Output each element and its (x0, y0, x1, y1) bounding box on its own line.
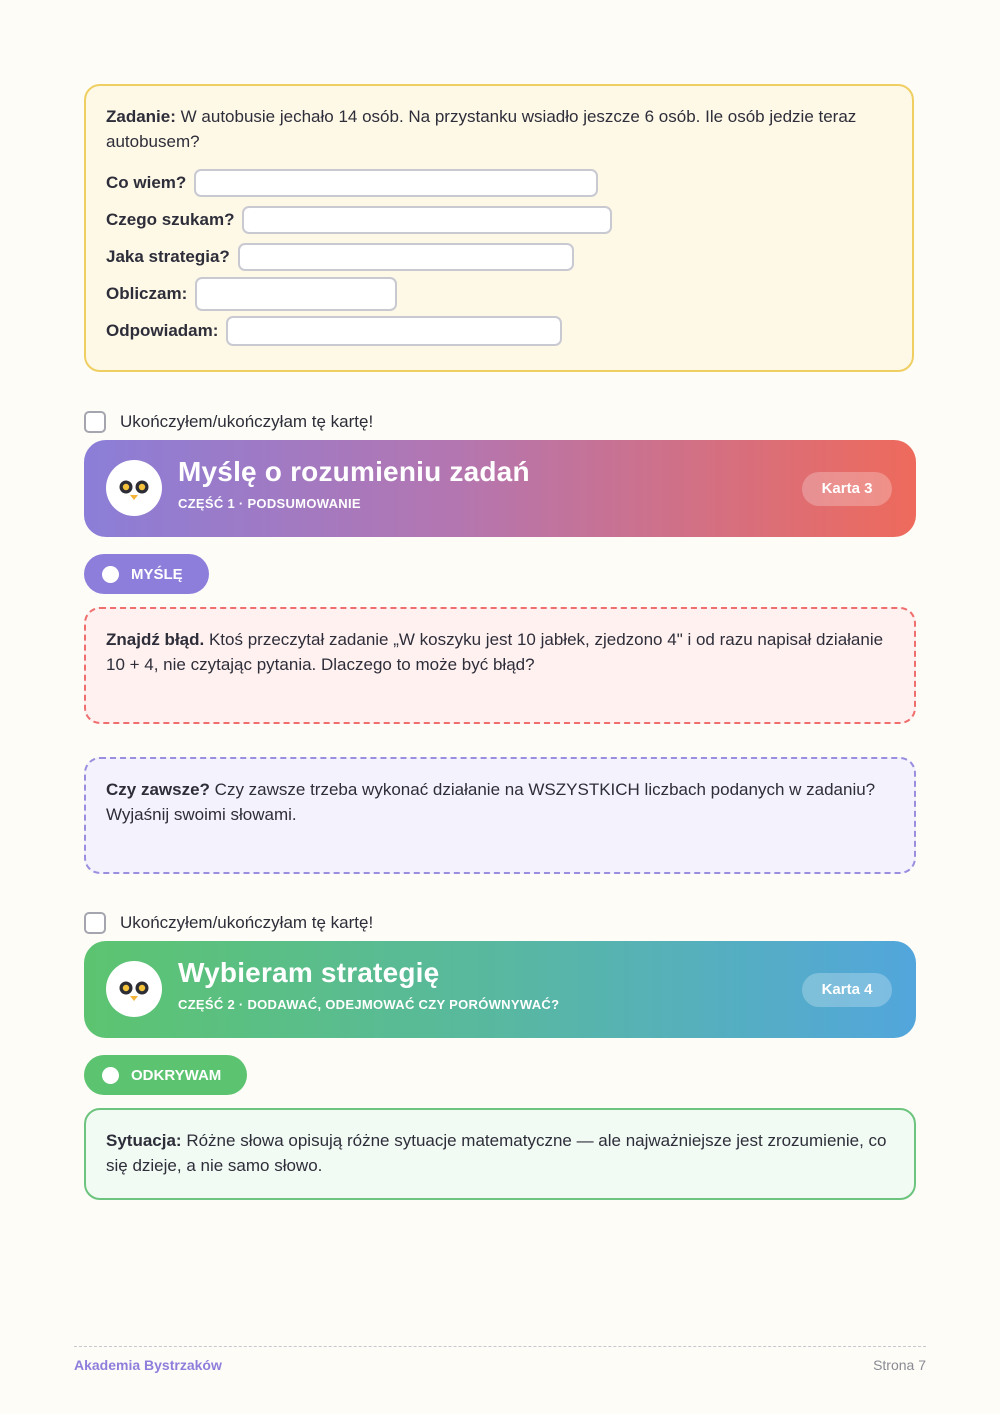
field-row-strategy (106, 238, 892, 275)
owl-icon (106, 460, 162, 516)
task-label: Zadanie: (106, 107, 176, 126)
card-4-title: Wybieram strategię (178, 957, 440, 988)
footer-page-number: Strona 7 (873, 1357, 926, 1373)
card-3-title: Myślę o rozumieniu zadań (178, 456, 530, 487)
think-pill-label: MYŚLĘ (131, 565, 183, 583)
card-3-badge: Karta 3 (802, 472, 892, 506)
card-4-subtitle: CZĘŚĆ 2 · DODAWAĆ, ODEJMOWAĆ CZY PORÓWNYWAĆ? (178, 997, 560, 1012)
footer-divider (74, 1346, 926, 1347)
field-row-know (106, 164, 892, 201)
field-label-strategy: Jaka strategia? (106, 246, 230, 266)
situation-label: Sytuacja: (106, 1131, 182, 1150)
discover-pill (84, 1055, 247, 1095)
know-input[interactable] (194, 169, 598, 197)
completion-row-1 (84, 411, 373, 433)
always-label: Czy zawsze? (106, 780, 210, 799)
find-error-label: Znajdź błąd. (106, 630, 205, 649)
task-text (106, 104, 892, 154)
completion-label-2: Ukończyłem/ukończyłam tę kartę! (120, 913, 374, 932)
completion-row-2 (84, 912, 373, 934)
card-4-banner (84, 941, 916, 1038)
field-row-seek (106, 201, 892, 238)
always-text: Czy zawsze trzeba wykonać działanie na WSZYSTKICH liczbach podanych w zadaniu? Wyjaśnij swoimi słowami. (106, 780, 876, 824)
seek-input[interactable] (242, 206, 612, 234)
field-row-calc (106, 275, 892, 312)
strategy-input[interactable] (238, 243, 574, 271)
card-3-banner (84, 440, 916, 537)
field-label-calc: Obliczam: (106, 283, 188, 303)
situation-text: Różne słowa opisują różne sytuacje matematyczne — ale najważniejsze jest zrozumienie, co się dzieje, a nie samo słowo. (106, 1131, 887, 1175)
discover-pill-label: ODKRYWAM (131, 1066, 222, 1084)
card-4-badge: Karta 4 (802, 973, 892, 1007)
task-box (84, 84, 914, 372)
pill-dot-icon (102, 1067, 119, 1084)
pill-dot-icon (102, 566, 119, 583)
completion-label-1: Ukończyłem/ukończyłam tę kartę! (120, 412, 374, 431)
field-row-answer (106, 312, 892, 349)
answer-input[interactable] (226, 316, 562, 346)
situation-box (84, 1108, 916, 1200)
field-label-know: Co wiem? (106, 172, 187, 192)
find-error-box (84, 607, 916, 724)
calc-input[interactable] (195, 277, 397, 311)
owl-icon (106, 961, 162, 1017)
think-pill (84, 554, 209, 594)
footer-brand: Akademia Bystrzaków (74, 1357, 222, 1373)
field-label-answer: Odpowiadam: (106, 320, 219, 340)
always-box (84, 757, 916, 874)
completion-checkbox-2[interactable] (84, 912, 106, 934)
card-3-subtitle: CZĘŚĆ 1 · PODSUMOWANIE (178, 496, 361, 511)
completion-checkbox-1[interactable] (84, 411, 106, 433)
find-error-text: Ktoś przeczytał zadanie „W koszyku jest 10 jabłek, zjedzono 4" i od razu napisał działanie 10 + 4, nie czytając pytania. Dlaczego to może być błąd? (106, 630, 884, 674)
field-label-seek: Czego szukam? (106, 209, 235, 229)
task-question: W autobusie jechało 14 osób. Na przystanku wsiadło jeszcze 6 osób. Ile osób jedzie teraz autobusem? (106, 107, 857, 151)
